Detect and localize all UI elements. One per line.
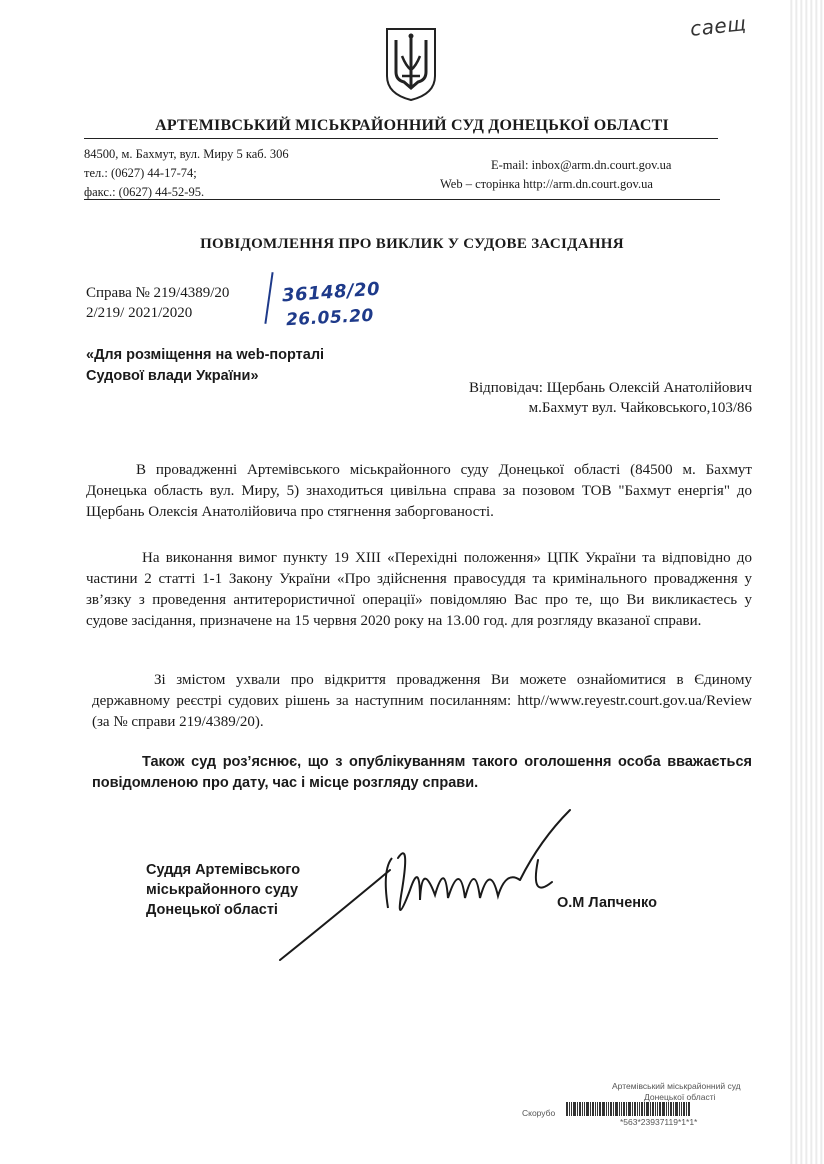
web-portal-notice-line2: Судової влади України» [86,368,259,384]
paragraph-proceeding: В провадженні Артемівського міськрайонного суду Донецької області (84500 м. Бахмут Донецька область вул. Миру, 5) знаходиться цивільна справа за позовом ТОВ "Бахмут енергія" до Щербань Олексія Анатолійовича про стягнення заборгованості. [86,462,752,520]
court-name-underline [84,138,718,139]
court-phone: тел.: (0627) 44-17-74; [84,166,197,180]
court-website: Web – сторінка http://arm.dn.court.gov.ua [440,177,653,191]
footer-court-line1: Артемівський міськрайонний суд [612,1081,741,1091]
court-email: E-mail: inbox@arm.dn.court.gov.ua [491,158,672,172]
handwritten-registration-date: 26.05.20 [285,305,375,331]
court-name: АРТЕМІВСЬКИЙ МІСЬКРАЙОННИЙ СУД ДОНЕЦЬКОЇ ОБЛАСТІ [155,117,669,134]
document-barcode [566,1102,690,1116]
respondent-block [469,378,752,418]
court-fax: факс.: (0627) 44-52-95. [84,185,205,199]
footer-label: Скорубо [522,1108,556,1118]
handwritten-bracket [264,272,273,324]
handwritten-registration-number: 36148/20 [281,278,381,307]
corner-handwritten-mark: саещ [688,11,748,41]
judge-title-line3: Донецької області [146,902,278,918]
document-title: ПОВІДОМЛЕННЯ ПРО ВИКЛИК У СУДОВЕ ЗАСІДАННЯ [200,236,624,252]
scanned-page-edge [788,0,824,1164]
barcode-text: *563*23937119*1*1* [620,1117,698,1127]
web-portal-notice [86,345,324,387]
judge-signature [270,800,590,970]
footer-court-line2: Донецької області [644,1092,716,1102]
judge-name: О.М Лапченко [557,895,657,911]
proceeding-number: 2/219/ 2021/2020 [86,305,193,321]
respondent-name: Відповідач: Щербань Олексій Анатолійович [468,380,752,396]
paragraph-summons: На виконання вимог пункту 19 XIII «Перехідні положення» ЦПК України та відповідно до частини 2 статті 1-1 Закону України «Про здійснення правосуддя та кримінального провадження у зв’язку з проведення антитерористичної операції» повідомляю Вас про те, що Ви викликаєтесь у судове засідання, призначене на 15 червня 2020 року на 13.00 год. для розгляду вказаної справи. [86,550,752,629]
header-bottom-rule [84,199,720,200]
court-address: 84500, м. Бахмут, вул. Миру 5 каб. 306 [84,147,289,161]
paragraph-ruling-link: Зі змістом ухвали про відкриття провадження Ви можете ознайомитися в Єдиному державному реєстрі судових рішень за наступним посиланням: http//www.reyestr.court.gov.ua/Review (за № справи 219/4389/20). [92,672,752,730]
web-portal-notice-line1: «Для розміщення на web-порталі [86,347,325,363]
judge-title-line1: Суддя Артемівського [146,862,301,878]
case-number: Справа № 219/4389/20 [86,285,230,301]
coat-of-arms-emblem [384,26,438,102]
paragraph-notification-clarification: Також суд роз’яснює, що з опублікуванням такого оголошення особа вважається повідомленою про дату, час і місце розгляду справи. [92,754,752,791]
respondent-address: м.Бахмут вул. Чайковського,103/86 [528,400,752,416]
judge-title-line2: міськрайонного суду [146,882,299,898]
